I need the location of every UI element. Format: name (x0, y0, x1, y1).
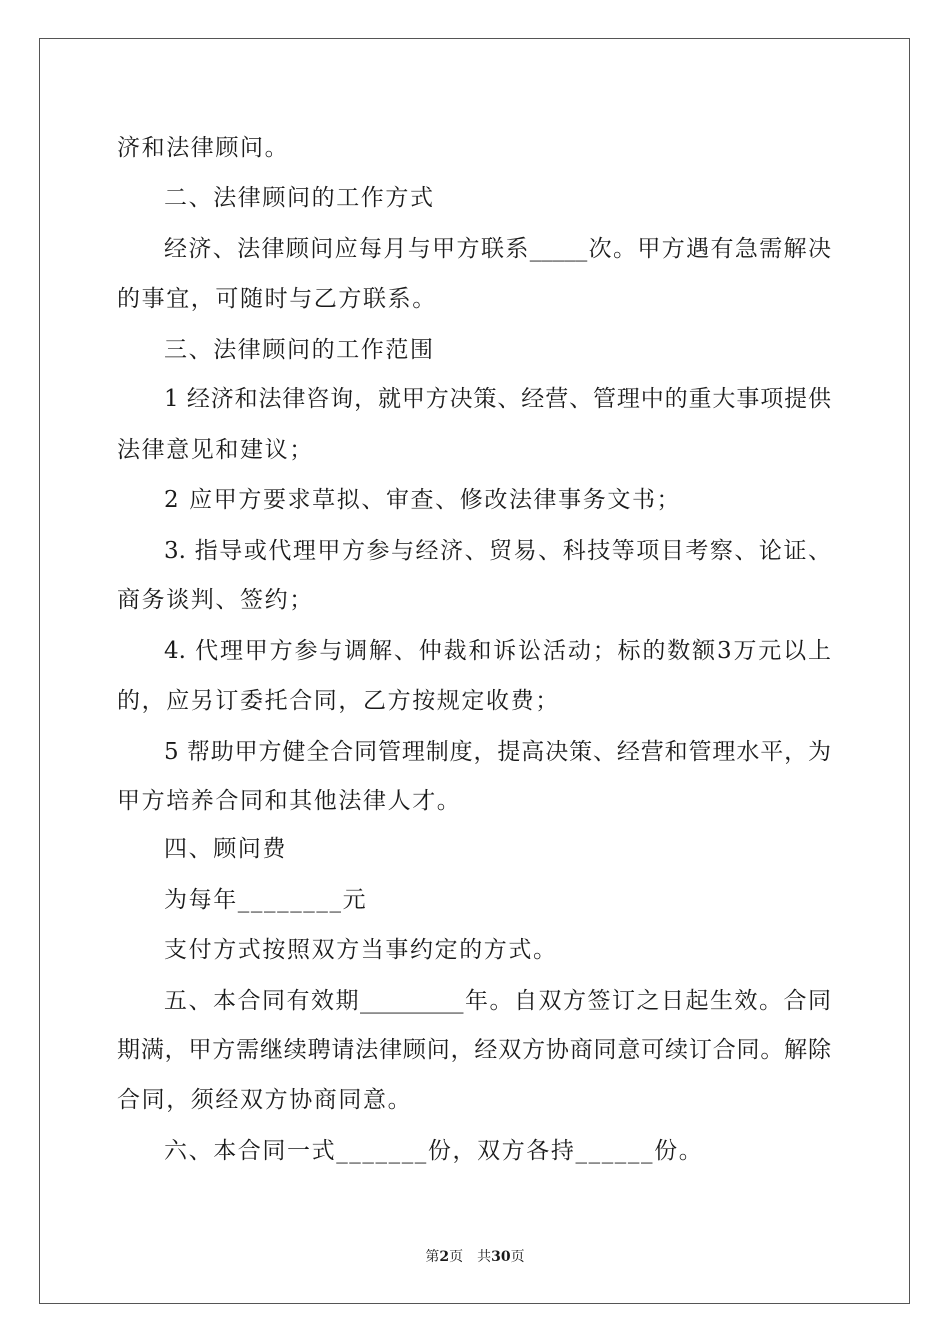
text-line: 5 帮助甲方健全合同管理制度，提高决策、经营和管理水平，为 (164, 739, 831, 765)
text-line: 期满，甲方需继续聘请法律顾问，经双方协商同意可续订合同。解除 (117, 1037, 831, 1063)
text-line: 法律意见和建议； (117, 437, 314, 463)
text-line: 经济、法律顾问应每月与甲方联系_____次。甲方遇有急需解决 (164, 236, 831, 262)
text-line: 2 应甲方要求草拟、审查、修改法律事务文书； (164, 487, 682, 513)
text-line: 商务谈判、签约； (117, 587, 314, 613)
text-line: 济和法律顾问。 (117, 135, 290, 161)
section-heading: 三、法律顾问的工作范围 (164, 337, 435, 363)
text-line: 合同，须经双方协商同意。 (117, 1087, 413, 1113)
total-label-prefix: 共 (477, 1249, 492, 1265)
text-line: 的事宜，可随时与乙方联系。 (117, 286, 437, 312)
total-pages: 30 (491, 1249, 511, 1265)
text-line: 甲方培养合同和其他法律人才。 (117, 788, 462, 814)
text-line: 1 经济和法律咨询，就甲方决策、经营、管理中的重大事项提供 (164, 386, 831, 412)
page-number: 2 (439, 1249, 450, 1265)
page-footer (0, 1248, 950, 1266)
page-label-suffix: 页 (449, 1249, 464, 1265)
section-heading: 四、顾问费 (164, 836, 287, 862)
total-label-suffix: 页 (510, 1249, 525, 1265)
text-line: 五、本合同有效期_________年。自双方签订之日起生效。合同 (164, 988, 831, 1014)
section-heading: 二、法律顾问的工作方式 (164, 185, 435, 211)
page-label-prefix: 第 (425, 1249, 440, 1265)
text-line: 支付方式按照双方当事约定的方式。 (164, 937, 558, 963)
text-line: 为每年________元 (164, 887, 368, 913)
text-line: 的，应另订委托合同，乙方按规定收费； (117, 688, 560, 714)
text-line: 六、本合同一式_______份，双方各持______份。 (164, 1138, 704, 1164)
text-line: 3. 指导或代理甲方参与经济、贸易、科技等项目考察、论证、 (164, 538, 831, 564)
text-line: 4. 代理甲方参与调解、仲裁和诉讼活动；标的数额3万元以上 (164, 638, 831, 664)
